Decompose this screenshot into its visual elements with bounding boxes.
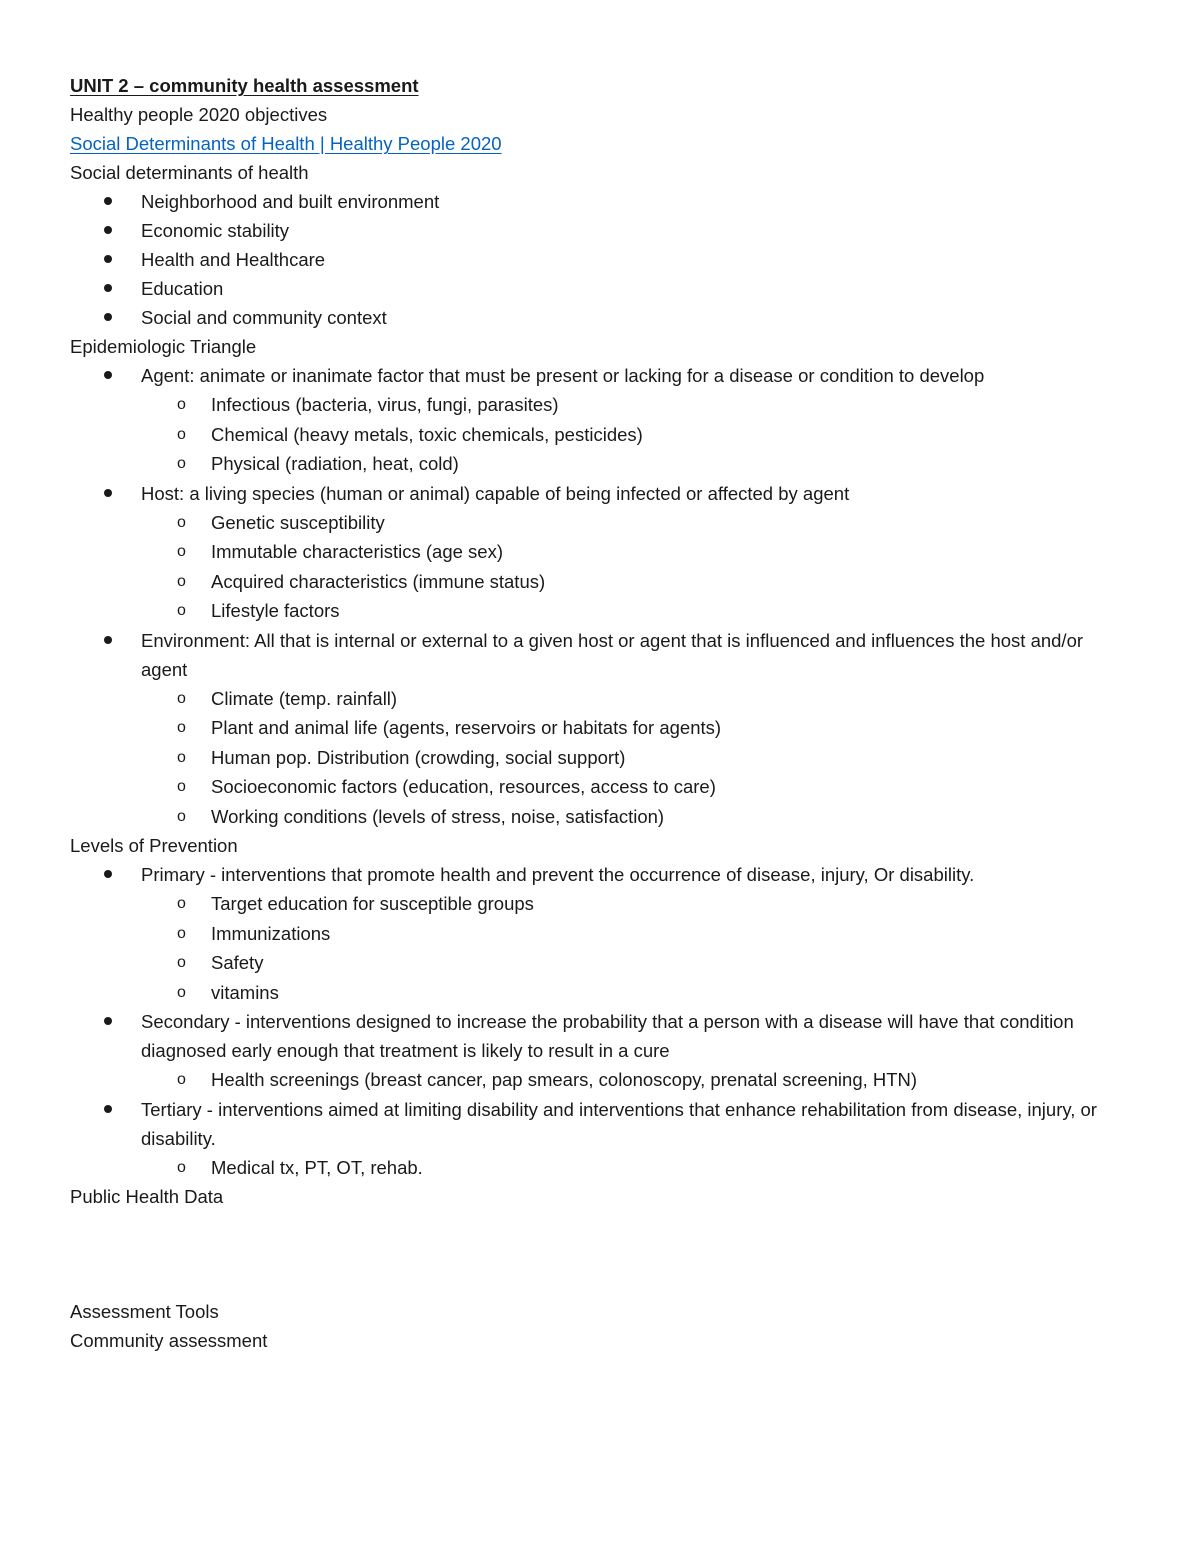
- sub-list-item: o Chemical (heavy metals, toxic chemicals, pesticides): [141, 420, 1130, 450]
- bullet-icon: [104, 636, 112, 644]
- circle-bullet-icon: o: [177, 719, 186, 736]
- sub-list-item: o Working conditions (levels of stress, noise, satisfaction): [141, 802, 1130, 832]
- sub-list-item: o Medical tx, PT, OT, rehab.: [141, 1153, 1130, 1183]
- bullet-icon: [104, 870, 112, 878]
- bullet-icon: [104, 197, 112, 205]
- list-item-host: Host: a living species (human or animal) capable of being infected or affected by agent o Genetic susceptibility o Immutable characteristics (age sex) o Acquired characteristics (immune status) o Lifestyle factors: [70, 479, 1130, 626]
- sub-list-item: o Genetic susceptibility: [141, 508, 1130, 538]
- sub-list-item: o Climate (temp. rainfall): [141, 684, 1130, 714]
- bullet-icon: [104, 1017, 112, 1025]
- list-item: Education: [70, 274, 1130, 303]
- sub-list-item: o Health screenings (breast cancer, pap smears, colonoscopy, prenatal screening, HTN): [141, 1065, 1130, 1095]
- triangle-heading: Epidemiologic Triangle: [70, 336, 257, 357]
- sub-list: [141, 889, 1130, 1007]
- list-item: Economic stability: [70, 216, 1130, 245]
- document-page: [70, 71, 1130, 1355]
- prevention-heading: Levels of Prevention: [70, 835, 238, 856]
- circle-bullet-icon: o: [177, 572, 186, 590]
- sub-list: [141, 1153, 1130, 1183]
- bullet-icon: [104, 284, 112, 292]
- objectives-line: Healthy people 2020 objectives: [70, 104, 328, 125]
- circle-bullet-icon: o: [177, 1071, 186, 1088]
- list-item-tertiary: Tertiary - interventions aimed at limiting disability and interventions that enhance rehabilitation from disease, injury, or disability. o Medical tx, PT, OT, rehab.: [70, 1095, 1130, 1183]
- sub-list-item: o Immutable characteristics (age sex): [141, 537, 1130, 567]
- bullet-icon: [104, 489, 112, 497]
- sub-list: [141, 684, 1130, 832]
- sub-list-item: o Target education for susceptible groups: [141, 889, 1130, 919]
- sub-list-item: o Plant and animal life (agents, reservoirs or habitats for agents): [141, 713, 1130, 743]
- triangle-list: [70, 361, 1130, 831]
- sub-list-item: o Immunizations: [141, 919, 1130, 949]
- sdoh-link[interactable]: Social Determinants of Health | Healthy People 2020: [70, 133, 502, 154]
- circle-bullet-icon: o: [177, 954, 186, 971]
- bullet-icon: [104, 1105, 112, 1113]
- assessment-tools-heading: Assessment Tools: [70, 1301, 219, 1322]
- circle-bullet-icon: o: [177, 543, 186, 560]
- sub-list-item: o Acquired characteristics (immune status): [141, 567, 1130, 597]
- circle-bullet-icon: o: [177, 807, 186, 825]
- circle-bullet-icon: o: [177, 983, 186, 1001]
- sdoh-list: [70, 187, 1130, 332]
- sub-list-item: o Physical (radiation, heat, cold): [141, 449, 1130, 479]
- circle-bullet-icon: o: [177, 513, 186, 531]
- community-assessment-heading: Community assessment: [70, 1330, 268, 1351]
- circle-bullet-icon: o: [177, 778, 186, 795]
- blank-space: [70, 1211, 1130, 1297]
- sub-list-item: o vitamins: [141, 978, 1130, 1008]
- sub-list-item: o Infectious (bacteria, virus, fungi, parasites): [141, 390, 1130, 420]
- bullet-icon: [104, 226, 112, 234]
- circle-bullet-icon: o: [177, 689, 186, 707]
- circle-bullet-icon: o: [177, 396, 186, 413]
- circle-bullet-icon: o: [177, 748, 186, 766]
- list-item-secondary: Secondary - interventions designed to increase the probability that a person with a disease will have that condition diagnosed early enough that treatment is likely to result in a cure o Health screenings (breast cancer, pap smears, colonoscopy, prenatal screening, HTN): [70, 1007, 1130, 1095]
- sdoh-heading: Social determinants of health: [70, 162, 309, 183]
- circle-bullet-icon: o: [177, 924, 186, 942]
- circle-bullet-icon: o: [177, 895, 186, 912]
- sub-list: [141, 390, 1130, 479]
- document-title: UNIT 2 – community health assessment: [70, 75, 419, 96]
- bullet-icon: [104, 313, 112, 321]
- list-item-primary: Primary - interventions that promote health and prevent the occurrence of disease, injury, Or disability. o Target education for susceptible groups o Immunizations o Safety o vitamins: [70, 860, 1130, 1007]
- list-item: Neighborhood and built environment: [70, 187, 1130, 216]
- circle-bullet-icon: o: [177, 455, 186, 472]
- circle-bullet-icon: o: [177, 602, 186, 619]
- list-item: Social and community context: [70, 303, 1130, 332]
- sub-list-item: o Lifestyle factors: [141, 596, 1130, 626]
- sub-list-item: o Socioeconomic factors (education, resources, access to care): [141, 772, 1130, 802]
- sub-list-item: o Human pop. Distribution (crowding, social support): [141, 743, 1130, 773]
- sub-list-item: o Safety: [141, 948, 1130, 978]
- list-item-agent: Agent: animate or inanimate factor that must be present or lacking for a disease or condition to develop o Infectious (bacteria, virus, fungi, parasites) o Chemical (heavy metals, toxic chemicals, pesticides) o Physical (radiation, heat, cold): [70, 361, 1130, 479]
- list-item: Health and Healthcare: [70, 245, 1130, 274]
- circle-bullet-icon: o: [177, 1158, 186, 1176]
- circle-bullet-icon: o: [177, 425, 186, 443]
- public-health-data-heading: Public Health Data: [70, 1186, 224, 1207]
- bullet-icon: [104, 255, 112, 263]
- sub-list: [141, 1065, 1130, 1095]
- prevention-list: [70, 860, 1130, 1182]
- sub-list: [141, 508, 1130, 626]
- bullet-icon: [104, 371, 112, 379]
- list-item-environment: Environment: All that is internal or external to a given host or agent that is influenced and influences the host and/or agent o Climate (temp. rainfall) o Plant and animal life (agents, reservoirs or habitats for agents) o Human pop. Distribution (crowding, social support) o Socioeconomic factors (education, resources, access to care) o Working conditions (levels of stress, noise, satisfaction): [70, 626, 1130, 832]
